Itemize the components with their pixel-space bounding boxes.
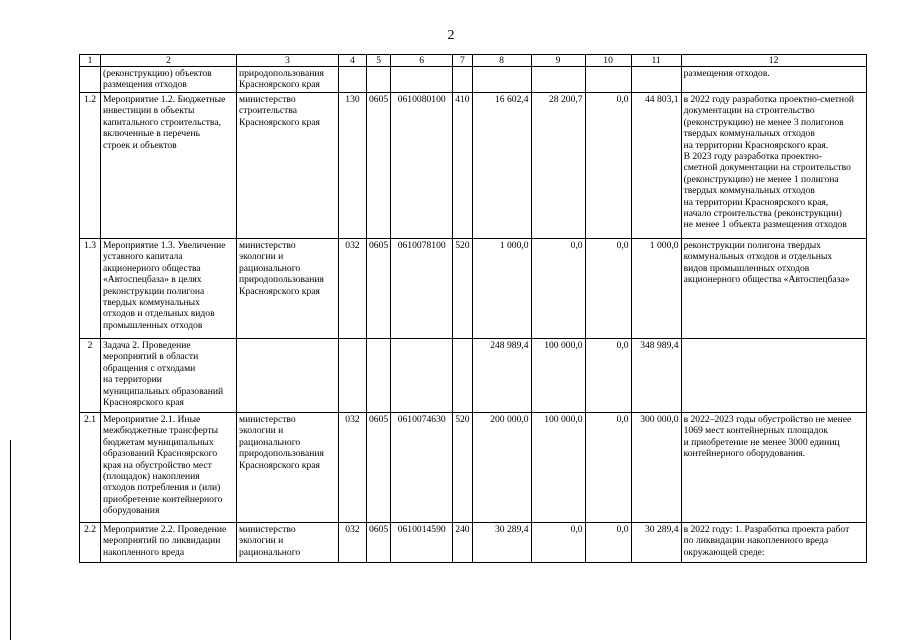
col-header: 9 (531, 55, 585, 67)
expected-result: размещения отходов. (681, 67, 866, 93)
section-code: 0605 (367, 93, 391, 239)
col-header: 2 (101, 55, 237, 67)
col-header: 6 (391, 55, 453, 67)
target-code (391, 339, 453, 413)
amount-col-9: 0,0 (531, 523, 585, 563)
grbs-code: 032 (339, 523, 367, 563)
executor: министерство экологии и рационального природопользования Красноярского края (237, 239, 339, 339)
page-number: 2 (447, 28, 455, 43)
amount-col-8: 30 289,4 (472, 523, 531, 563)
col-header: 11 (631, 55, 681, 67)
amount-col-10: 0,0 (585, 93, 631, 239)
expected-result: в 2022 году: 1. Разработка проекта работ по ликвидации накопленного вреда окружающей среде: (681, 523, 866, 563)
amount-col-8: 200 000,0 (472, 413, 531, 523)
table-row (80, 67, 867, 93)
row-number: 2.1 (80, 413, 101, 523)
expense-type-code: 240 (453, 523, 472, 563)
expected-result: в 2022–2023 годы обустройство не менее 1069 мест контейнерных площадок и приобретение не менее 3000 единиц контейнерного оборудования. (681, 413, 866, 523)
row-number: 2.2 (80, 523, 101, 563)
amount-col-8: 16 602,4 (472, 93, 531, 239)
col-header: 5 (367, 55, 391, 67)
section-code (367, 339, 391, 413)
activity-name: Мероприятие 2.1. Иные межбюджетные трансферты бюджетам муниципальных образований Красноярского края на обустройство мест (площадок) накопления отходов потребления и (или) приобретение контейнерного оборудования (101, 413, 237, 523)
expected-result (681, 339, 866, 413)
section-code (367, 67, 391, 93)
amount-col-10: 0,0 (585, 413, 631, 523)
amount-col-10: 0,0 (585, 239, 631, 339)
grbs-code: 032 (339, 239, 367, 339)
grbs-code (339, 339, 367, 413)
amount-col-10: 0,0 (585, 523, 631, 563)
executor: министерство экологии и рационального природопользования Красноярского края (237, 413, 339, 523)
section-code: 0605 (367, 239, 391, 339)
executor: природопользования Красноярского края (237, 67, 339, 93)
row-number (80, 67, 101, 93)
activity-name: Мероприятие 1.3. Увеличение уставного капитала акционерного общества «Автоспецбаза» в целях реконструкции полигона твердых коммунальных отходов и отдельных видов промышленных отходов (101, 239, 237, 339)
amount-col-9: 28 200,7 (531, 93, 585, 239)
amount-col-9: 100 000,0 (531, 413, 585, 523)
col-header: 8 (472, 55, 531, 67)
row-number: 1.3 (80, 239, 101, 339)
activity-name: Мероприятие 2.2. Проведение мероприятий по ликвидации накопленного вреда (101, 523, 237, 563)
amount-total (631, 67, 681, 93)
executor: министерство строительства Красноярского края (237, 93, 339, 239)
activity-name: Мероприятие 1.2. Бюджетные инвестиции в объекты капитального строительства, включенные в перечень строек и объектов (101, 93, 237, 239)
amount-col-10: 0,0 (585, 339, 631, 413)
executor: министерство экологии и рационального (237, 523, 339, 563)
expected-result: реконструкции полигона твердых коммунальных отходов и отдельных видов промышленных отходов акционерного общества «Автоспецбаза» (681, 239, 866, 339)
grbs-code: 130 (339, 93, 367, 239)
expense-type-code: 520 (453, 413, 472, 523)
amount-total: 348 989,4 (631, 339, 681, 413)
row-number: 1.2 (80, 93, 101, 239)
section-code: 0605 (367, 413, 391, 523)
col-header: 3 (237, 55, 339, 67)
amount-col-9: 0,0 (531, 239, 585, 339)
expense-type-code (453, 339, 472, 413)
expense-type-code: 410 (453, 93, 472, 239)
row-number: 2 (80, 339, 101, 413)
expense-type-code (453, 67, 472, 93)
amount-col-10 (585, 67, 631, 93)
table-row (80, 239, 867, 339)
grbs-code (339, 67, 367, 93)
table-row (80, 413, 867, 523)
amount-col-8: 1 000,0 (472, 239, 531, 339)
amount-total: 300 000,0 (631, 413, 681, 523)
section-code: 0605 (367, 523, 391, 563)
table-row (80, 339, 867, 413)
target-code (391, 67, 453, 93)
col-header: 10 (585, 55, 631, 67)
amount-col-8 (472, 67, 531, 93)
expected-result: в 2022 году разработка проектно-сметной документации на строительство (реконструкцию) не менее 3 полигонов твердых коммунальных отходов на территории Красноярского края. В 2023 году разработка проектно- сметной документации на строительство (реконструкцию) не менее 1 полигона твердых коммунальных отходов на территории Красноярского края, начало строительства (реконструкции) не менее 1 объекта размещения отходов (681, 93, 866, 239)
task-name: Задача 2. Проведение мероприятий в области обращения с отходами на территории муниципальных образований Красноярского края (101, 339, 237, 413)
amount-total: 1 000,0 (631, 239, 681, 339)
executor (237, 339, 339, 413)
column-number-row (80, 55, 867, 67)
expense-type-code: 520 (453, 239, 472, 339)
amount-col-9 (531, 67, 585, 93)
activity-name: (реконструкцию) объектов размещения отходов (101, 67, 237, 93)
amount-total: 44 803,1 (631, 93, 681, 239)
table-row (80, 523, 867, 563)
col-header: 4 (339, 55, 367, 67)
col-header: 7 (453, 55, 472, 67)
target-code: 0610080100 (391, 93, 453, 239)
budget-table (79, 54, 867, 563)
amount-col-8: 248 989,4 (472, 339, 531, 413)
table-row (80, 93, 867, 239)
col-header: 12 (681, 55, 866, 67)
col-header: 1 (80, 55, 101, 67)
amount-col-9: 100 000,0 (531, 339, 585, 413)
amount-total: 30 289,4 (631, 523, 681, 563)
grbs-code: 032 (339, 413, 367, 523)
target-code: 0610074630 (391, 413, 453, 523)
target-code: 0610078100 (391, 239, 453, 339)
scan-edge-line (10, 440, 11, 640)
target-code: 0610014590 (391, 523, 453, 563)
